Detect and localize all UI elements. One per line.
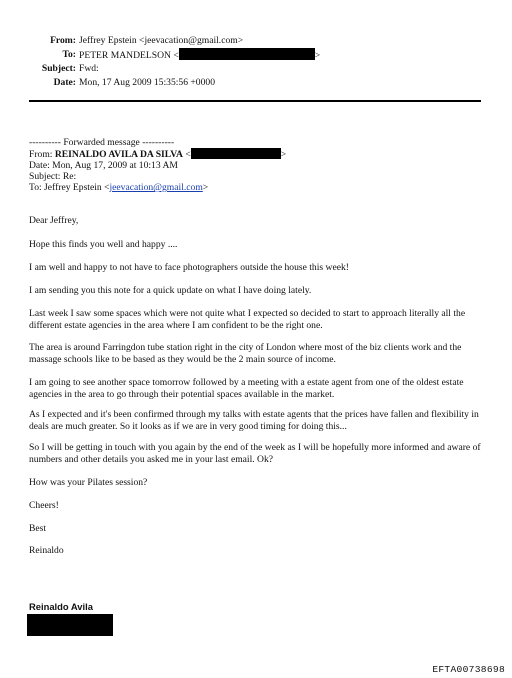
forward-separator: ---------- Forwarded message ----------: [29, 137, 175, 148]
forward-from-name: REINALDO AVILA DA SILVA: [54, 149, 183, 161]
header-date-row: [0, 76, 512, 90]
body-paragraph: I am sending you this note for a quick update on what I have doing lately.: [29, 285, 312, 296]
body-paragraph: The area is around Farringdon tube station right in the city of London where most of the biz clients work and the massage schools like to be based as they would be the 2 main source of income.: [29, 342, 462, 365]
redaction-box: [191, 148, 281, 159]
body-paragraph: How was your Pilates session?: [29, 477, 148, 488]
header-from-label: From:: [50, 35, 76, 46]
header-subject-row: [0, 62, 512, 76]
forward-subject-row: Subject: Re:: [29, 170, 77, 182]
email-header: [0, 34, 512, 90]
body-paragraph: Hope this finds you well and happy ....: [29, 239, 178, 250]
header-subject-value: Fwd:: [79, 63, 99, 74]
header-to-value: [79, 48, 320, 63]
header-date-value: Mon, 17 Aug 2009 15:35:56 +0000: [79, 77, 215, 88]
forwarded-message-header: [29, 137, 286, 193]
redaction-box: [179, 48, 315, 60]
header-from-row: [0, 34, 512, 48]
email-link[interactable]: jeevacation@gmail.com: [109, 182, 203, 194]
header-to-label: To:: [62, 49, 76, 60]
body-paragraph: Last week I saw some spaces which were not quite what I expected so decided to start to approach literally all the different estate agencies in the area where I am confident to be the right one.: [29, 308, 466, 331]
forward-from-close: >: [280, 149, 287, 161]
header-to-suffix: >: [314, 50, 321, 61]
body-paragraph: Best: [29, 523, 47, 534]
forward-to-suffix: >: [202, 182, 209, 194]
body-paragraph: Cheers!: [29, 500, 59, 511]
forward-date-row: Date: Mon, Aug 17, 2009 at 10:13 AM: [29, 159, 178, 171]
body-paragraph: I am well and happy to not have to face photographers outside the house this week!: [29, 262, 349, 273]
signature-redaction-box: [27, 614, 113, 636]
bates-number: EFTA00738698: [432, 664, 505, 675]
header-divider: [29, 100, 481, 102]
body-paragraph: So I will be getting in touch with you again by the end of the week as I will be hopefully more informed and aware of numbers and other details you asked me in your last email. Ok?: [29, 442, 481, 465]
header-from-value: Jeffrey Epstein <jeevacation@gmail.com>: [79, 35, 244, 46]
header-date-label: Date:: [53, 77, 76, 88]
signature-name: Reinaldo Avila: [29, 601, 93, 612]
body-paragraph: As I expected and it's been confirmed through my talks with estate agents that the prices have fallen and flexibility in deals are much greater. So it looks as if we are in very good timing for doing this...: [29, 409, 479, 432]
body-paragraph: Reinaldo: [29, 545, 64, 556]
forward-from-row: [29, 148, 286, 159]
forward-to-prefix: To: Jeffrey Epstein <: [29, 182, 110, 194]
body-paragraph: I am going to see another space tomorrow followed by a meeting with a estate agent from one of the oldest estate agencies in the area to go through their potential spaces available in the market.: [29, 377, 464, 400]
forward-from-label: From:: [29, 149, 55, 161]
forward-from-open: <: [182, 149, 191, 161]
header-to-prefix: PETER MANDELSON <: [79, 50, 179, 61]
body-paragraph: Dear Jeffrey,: [29, 215, 79, 226]
header-to-row: [0, 48, 512, 62]
forward-to-row: [29, 182, 286, 193]
header-subject-label: Subject:: [41, 63, 76, 74]
